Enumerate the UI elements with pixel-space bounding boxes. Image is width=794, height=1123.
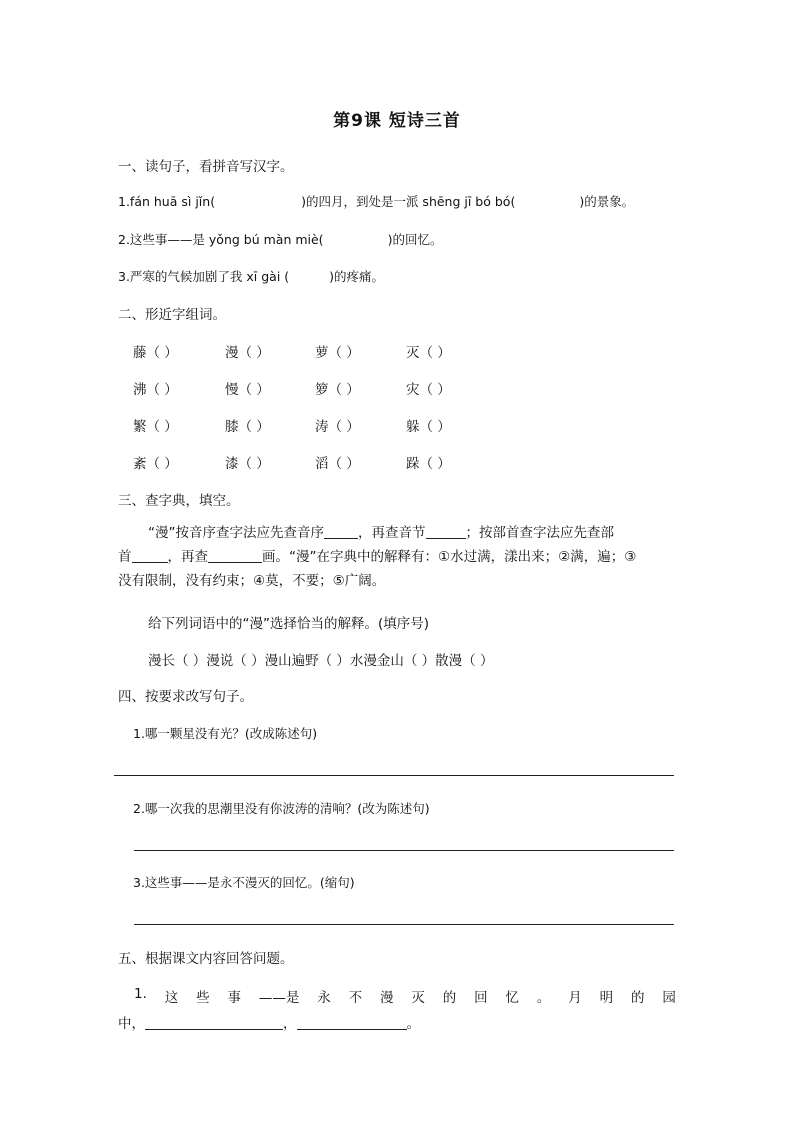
s5-char: 的 — [442, 990, 457, 1006]
s5-char: 这 — [164, 990, 179, 1006]
dict-text: 首 — [118, 549, 132, 565]
s1-q2-part-b: )的回忆。 — [387, 232, 443, 247]
s5-char: 事 — [227, 990, 242, 1006]
word-cell[interactable]: 灾（ ） — [406, 382, 451, 398]
s5-char: 1. — [134, 986, 147, 1002]
dict-text: ；按部首查字法应先查部 — [465, 525, 614, 541]
blank-yinjie[interactable] — [426, 524, 466, 539]
dict-text: ，再查音节 — [358, 525, 426, 541]
s1-q3-part-b: )的疼痛。 — [329, 269, 385, 284]
s1-q1-part-c: )的景象。 — [579, 194, 635, 209]
s5-text: 中， — [118, 1016, 145, 1032]
dict-text: 没有限制，没有约束；④莫，不要；⑤广阔。 — [118, 573, 386, 589]
blank-yinxu[interactable] — [324, 524, 358, 539]
s5-char: 永 — [317, 990, 331, 1006]
word-cell[interactable]: 灭（ ） — [406, 345, 451, 361]
s4-question-3: 3.这些事——是永不漫灭的回忆。(缩句) — [133, 875, 355, 890]
section-2-heading: 二、形近字组词。 — [118, 307, 226, 323]
s5-char: 不 — [348, 990, 363, 1006]
word-cell[interactable]: 紊（ ） — [133, 456, 178, 472]
s1-question-2 — [118, 230, 442, 248]
blank-bushou[interactable] — [132, 548, 168, 563]
s5-char: 。 — [536, 990, 551, 1006]
s5-char: 忆 — [505, 990, 520, 1006]
answer-line-3[interactable] — [134, 924, 674, 925]
word-cell[interactable]: 滔（ ） — [315, 456, 360, 472]
s1-q3-part-a: 3.严寒的气候加剧了我 xī gài ( — [118, 269, 290, 284]
section-3-heading: 三、查字典，填空。 — [118, 493, 240, 509]
s5-question-1-line1 — [118, 986, 676, 1006]
s1-question-1 — [118, 192, 634, 210]
word-cell[interactable]: 慢（ ） — [225, 382, 270, 398]
blank-bihua[interactable] — [208, 548, 262, 563]
s5-char: ——是 — [258, 990, 300, 1006]
s5-char: 明 — [599, 990, 614, 1006]
s5-char: 园 — [662, 990, 676, 1006]
page-title: 第9课 短诗三首 — [333, 111, 461, 131]
section-5-heading: 五、根据课文内容回答问题。 — [118, 951, 294, 967]
s1-q1-part-a: 1.fán huā sì jǐn( — [118, 194, 216, 209]
s5-blank-1[interactable] — [145, 1015, 283, 1030]
s3-word-list[interactable]: 漫长（ ）漫说（ ）漫山遍野（ ）水漫金山（ ）散漫（ ） — [148, 653, 494, 669]
word-cell[interactable]: 沸（ ） — [133, 382, 178, 398]
word-cell[interactable]: 繁（ ） — [133, 419, 178, 435]
dict-text: 画。“漫”在字典中的解释有：①水过满，漾出来；②满，遍；③ — [262, 549, 637, 565]
answer-line-1[interactable] — [114, 775, 674, 776]
s3-instruction: 给下列词语中的“漫”选择恰当的解释。(填序号) — [148, 616, 430, 632]
word-cell[interactable]: 萝（ ） — [315, 345, 360, 361]
s1-question-3 — [118, 267, 384, 285]
word-cell[interactable]: 涛（ ） — [315, 419, 360, 435]
s5-text: 。 — [406, 1016, 420, 1032]
word-cell[interactable]: 膝（ ） — [225, 419, 270, 435]
s5-blank-2[interactable] — [297, 1015, 407, 1030]
s5-char: 灭 — [411, 990, 425, 1006]
section-4-heading: 四、按要求改写句子。 — [118, 689, 253, 705]
word-cell[interactable]: 躲（ ） — [406, 419, 451, 435]
dict-text: ，再查 — [167, 549, 208, 565]
word-cell[interactable]: 漆（ ） — [225, 456, 270, 472]
word-cell[interactable]: 跺（ ） — [406, 456, 451, 472]
s5-text: ， — [283, 1016, 297, 1032]
s5-char: 的 — [631, 990, 645, 1006]
s5-char: 些 — [196, 990, 210, 1006]
word-cell[interactable]: 箩（ ） — [315, 382, 360, 398]
s4-question-1: 1.哪一颗星没有光？(改成陈述句) — [133, 726, 318, 741]
dictionary-paragraph — [118, 521, 678, 593]
answer-line-2[interactable] — [134, 850, 674, 851]
s4-question-2: 2.哪一次我的思潮里没有你波涛的清响？(改为陈述句) — [133, 801, 430, 816]
s1-q1-part-b: )的四月，到处是一派 shēng jī bó bó( — [301, 194, 516, 209]
word-cell[interactable]: 藤（ ） — [133, 345, 178, 361]
s5-char: 回 — [474, 990, 488, 1006]
dict-text: “漫”按音序查字法应先查音序 — [148, 525, 324, 541]
s5-char: 月 — [568, 990, 582, 1006]
s5-question-1-line2 — [118, 1012, 420, 1032]
s1-q2-part-a: 2.这些事——是 yǒng bú màn miè( — [118, 232, 324, 247]
word-cell[interactable]: 漫（ ） — [225, 345, 270, 361]
section-1-heading: 一、读句子，看拼音写汉字。 — [118, 159, 294, 175]
s5-char: 漫 — [380, 990, 394, 1006]
